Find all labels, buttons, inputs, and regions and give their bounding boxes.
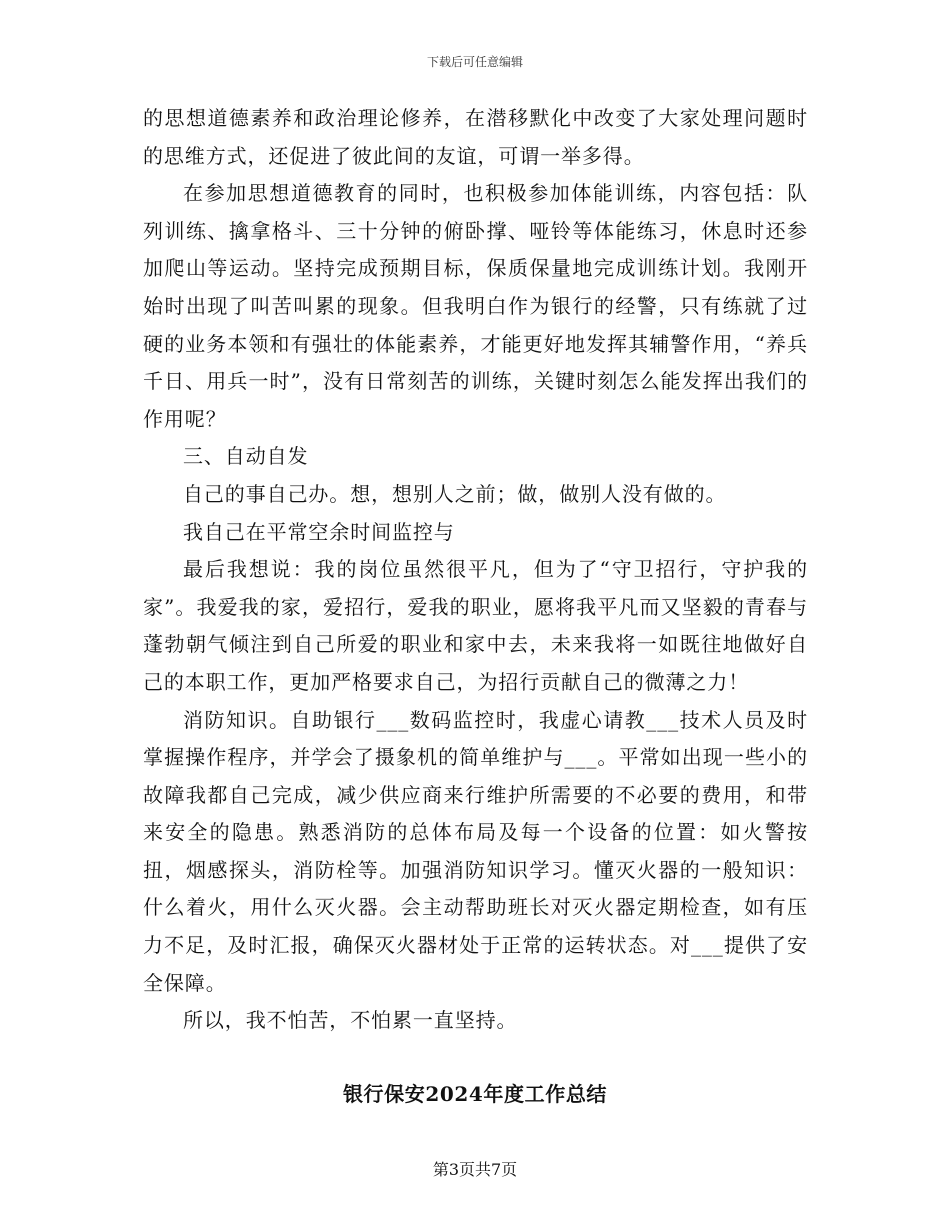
paragraph-self-motivation: 自己的事自己办。想，想别人之前；做，做别人没有做的。 [183, 481, 727, 506]
paragraph-fire-knowledge: 消防知识。自助银行___数码监控时，我虚心请教___技术人员及时掌握操作程序，并学会了摄象机的简单维护与___。平常如出现一些小的故障我都自己完成，减少供应商来行维护所需要的不必要的费用，和带来安全的隐患。熟悉消防的总体布局及每一个设备的位置：如火警按扭，烟感探头，消防栓等。加强消防知识学习。懂灭火器的一般知识：什么着火，用什么灭火器。会主动帮助班长对灭火器定期检查，如有压力不足，及时汇报，确保灭火器材处于正常的运转状态。对___提供了安全保障。 [143, 707, 808, 995]
paragraph-monitoring-fragment: 我自己在平常空余时间监控与 [183, 519, 455, 544]
paragraph-perseverance: 所以，我不怕苦，不怕累一直坚持。 [183, 1008, 518, 1033]
paragraph-physical-training: 在参加思想道德教育的同时，也积极参加体能训练，内容包括：队列训练、擒拿格斗、三十分钟的俯卧撑、哑铃等体能练习，休息时还参加爬山等运动。坚持完成预期目标，保质保量地完成训练计划。我刚开始时出现了叫苦叫累的现象。但我明白作为银行的经警，只有练就了过硬的业务本领和有强壮的体能素养，才能更好地发挥其辅警作用，“养兵千日、用兵一时”，没有日常刻苦的训练，关键时刻怎么能发挥出我们的作用呢？ [143, 181, 808, 431]
paragraph-continuation: 的思想道德素养和政治理论修养，在潜移默化中改变了大家处理问题时的思维方式，还促进了彼此间的友谊，可谓一举多得。 [143, 106, 808, 168]
page-header: 下载后可任意编辑 [426, 55, 523, 69]
page-number: 第3页共7页 [432, 1160, 518, 1179]
section-heading-three: 三、自动自发 [183, 444, 309, 469]
document-title: 银行保安2024年度工作总结 [342, 1082, 608, 1106]
document-body [143, 100, 808, 1040]
paragraph-conclusion: 最后我想说：我的岗位虽然很平凡，但为了“守卫招行，守护我的家”。我爱我的家，爱招行，爱我的职业，愿将我平凡而又坚毅的青春与蓬勃朝气倾注到自己所爱的职业和家中去，未来我将一如既往地做好自己的本职工作，更加严格要求自己，为招行贡献自己的微薄之力！ [143, 557, 808, 694]
